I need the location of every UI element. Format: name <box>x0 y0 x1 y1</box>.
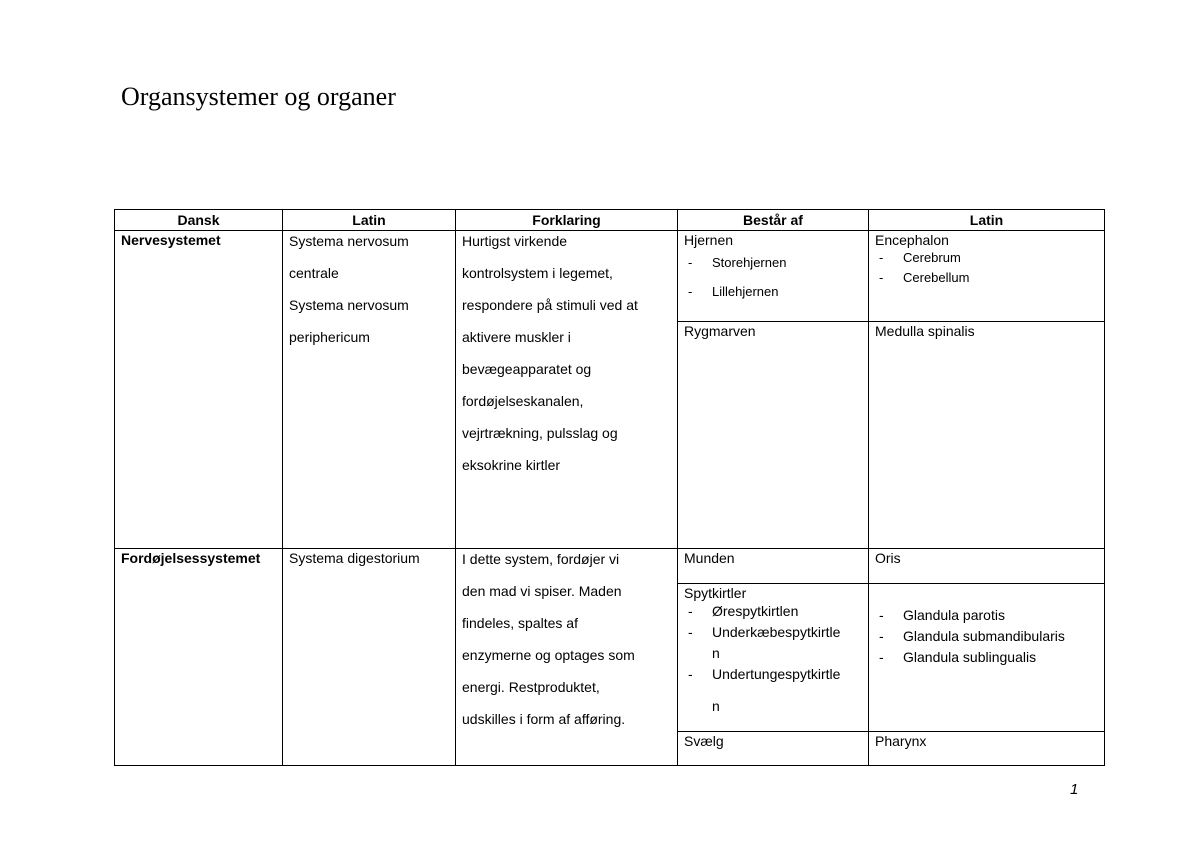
document-title: Organsystemer og organer <box>121 82 396 111</box>
list-item-continuation: n <box>712 645 720 661</box>
text-line: bevægeapparatet og <box>462 361 592 377</box>
header-bestaar-af: Består af <box>678 210 869 231</box>
text-line: fordøjelseskanalen, <box>462 393 584 409</box>
text-line: I dette system, fordøjer vi <box>462 551 620 567</box>
organ-latin: Medulla spinalis <box>875 323 975 339</box>
digest-forklaring-text <box>462 543 677 735</box>
text-line: energi. Restproduktet, <box>462 679 600 695</box>
digest-forklaring-cell <box>456 549 678 766</box>
list-item: - Glandula sublingualis <box>875 647 1104 668</box>
header-dansk: Dansk <box>115 210 283 231</box>
list-item: - Glandula parotis <box>875 605 1104 626</box>
nerve-latin-text <box>289 225 455 353</box>
list-item-continuation: n <box>712 698 720 714</box>
digest-organ1-cell <box>678 549 869 584</box>
list-item: - Glandula submandibularis <box>875 626 1104 647</box>
organ-parts-list <box>684 601 868 643</box>
nerve-latin-line: Systema nervosum <box>289 233 409 249</box>
list-item: - Ørespytkirtlen <box>684 601 868 622</box>
digest-organ1-latin-cell <box>869 549 1105 584</box>
list-item: - Lillehjernen <box>684 277 868 306</box>
nerve-latin-line: Systema nervosum <box>289 297 409 313</box>
organ-name: Spytkirtler <box>684 585 747 601</box>
header-forklaring: Forklaring <box>456 210 678 231</box>
list-item: - Storehjernen <box>684 248 868 277</box>
digest-organ2-latin-cell <box>869 584 1105 732</box>
organ-name: Svælg <box>684 733 724 749</box>
table-row <box>115 549 1105 584</box>
nerve-dansk: Nervesystemet <box>121 232 221 248</box>
organ-name: Hjernen <box>684 232 734 248</box>
nerve-organ1-cell <box>678 231 869 322</box>
nerve-organ2-latin-cell <box>869 322 1105 549</box>
nerve-organ2-cell <box>678 322 869 549</box>
nerve-forklaring-cell <box>456 231 678 549</box>
text-line: vejrtrækning, pulsslag og <box>462 425 618 441</box>
digest-latin-cell <box>283 549 456 766</box>
list-item: - Underkæbespytkirtle <box>684 622 868 643</box>
digest-organ3-cell <box>678 732 869 766</box>
text-line: Hurtigst virkende <box>462 233 568 249</box>
nerve-latin-line: centrale <box>289 265 339 281</box>
nerve-organ1-latin-cell <box>869 231 1105 322</box>
text-line: udskilles i form af afføring. <box>462 711 626 727</box>
organ-parts-list <box>684 248 868 306</box>
nerve-latin-cell <box>283 231 456 549</box>
organ-name: Munden <box>684 550 735 566</box>
nerve-forklaring-text <box>462 225 677 481</box>
text-line: enzymerne og optages som <box>462 647 635 663</box>
list-item: - Undertungespytkirtle <box>684 664 868 685</box>
text-line: aktivere muskler i <box>462 329 571 345</box>
text-line: den mad vi spiser. Maden <box>462 583 622 599</box>
text-line: respondere på stimuli ved at <box>462 297 638 313</box>
organ-latin-parts-list <box>875 605 1104 668</box>
header-latin: Latin <box>283 210 456 231</box>
header-latin-2: Latin <box>869 210 1105 231</box>
text-line: findeles, spaltes af <box>462 615 578 631</box>
organ-latin: Pharynx <box>875 733 927 749</box>
digest-dansk-cell <box>115 549 283 766</box>
list-item: - Cerebellum <box>875 268 1104 288</box>
digest-dansk: Fordøjelsessystemet <box>121 550 261 566</box>
page-number: 1 <box>1070 781 1079 798</box>
organ-latin-parts-list <box>875 248 1104 288</box>
organ-name: Rygmarven <box>684 323 756 339</box>
organ-parts-list <box>684 664 868 685</box>
list-item: - Cerebrum <box>875 248 1104 268</box>
nerve-dansk-cell <box>115 231 283 549</box>
organ-latin: Oris <box>875 550 901 566</box>
digest-latin: Systema digestorium <box>289 550 420 566</box>
text-line: kontrolsystem i legemet, <box>462 265 613 281</box>
text-line: eksokrine kirtler <box>462 457 561 473</box>
organ-latin: Encephalon <box>875 232 949 248</box>
nerve-latin-line: periphericum <box>289 329 370 345</box>
digest-organ2-cell <box>678 584 869 732</box>
digest-organ3-latin-cell <box>869 732 1105 766</box>
organ-table <box>114 209 1105 766</box>
table-row <box>115 231 1105 322</box>
